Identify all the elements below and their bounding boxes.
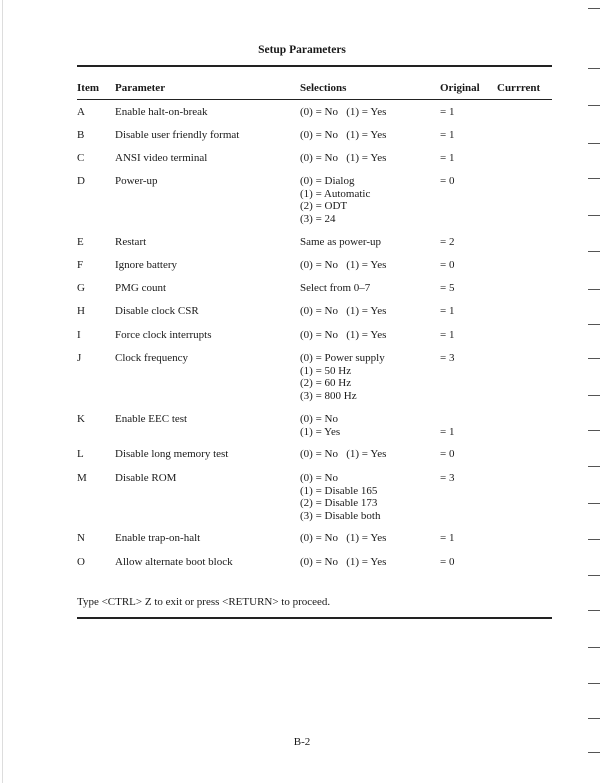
row-original: = 0 xyxy=(440,175,455,187)
margin-tick xyxy=(588,324,600,325)
margin-tick xyxy=(588,539,600,540)
row-original: = 3 xyxy=(440,472,455,484)
row-selection: (0) = No (1) = Yes xyxy=(300,152,387,164)
margin-tick xyxy=(588,647,600,648)
margin-tick xyxy=(588,8,600,9)
margin-tick xyxy=(588,466,600,467)
margin-tick xyxy=(588,610,600,611)
row-parameter: Clock frequency xyxy=(115,352,188,364)
header-selections: Selections xyxy=(300,82,347,94)
row-item: J xyxy=(77,352,82,364)
row-selection: (0) = Power supply xyxy=(300,352,385,364)
row-parameter: Ignore battery xyxy=(115,259,177,271)
row-item: C xyxy=(77,152,85,164)
row-original: = 5 xyxy=(440,282,455,294)
row-item: O xyxy=(77,556,85,568)
row-original: = 0 xyxy=(440,448,455,460)
header-current: Currrent xyxy=(497,82,541,94)
row-parameter: Disable long memory test xyxy=(115,448,229,460)
row-item: H xyxy=(77,305,85,317)
margin-tick xyxy=(588,143,600,144)
row-selection: (2) = ODT xyxy=(300,200,348,212)
row-parameter: PMG count xyxy=(115,282,167,294)
row-parameter: Enable trap-on-halt xyxy=(115,532,201,544)
top-rule xyxy=(77,65,552,67)
row-selection: (0) = No xyxy=(300,413,338,425)
row-original: = 1 xyxy=(440,532,455,544)
row-selection: (3) = 24 xyxy=(300,212,336,225)
row-item: K xyxy=(77,413,85,425)
row-parameter: Force clock interrupts xyxy=(115,329,212,341)
row-original: = 0 xyxy=(440,259,455,271)
margin-tick xyxy=(588,752,600,753)
row-selection: (1) = 50 Hz xyxy=(300,364,352,377)
bottom-rule xyxy=(77,617,552,619)
row-parameter: ANSI video terminal xyxy=(115,152,208,164)
row-item: E xyxy=(77,236,84,248)
row-selection: (0) = Dialog xyxy=(300,175,355,187)
row-selection: (0) = No (1) = Yes xyxy=(300,532,387,544)
row-original: = 1 xyxy=(440,305,455,317)
row-selection: (3) = Disable both xyxy=(300,509,381,522)
row-selection: (0) = No (1) = Yes xyxy=(300,305,387,317)
row-parameter: Power-up xyxy=(115,175,158,187)
row-selection: Select from 0–7 xyxy=(300,282,371,294)
margin-tick xyxy=(588,395,600,396)
row-original: = 1 xyxy=(440,106,455,118)
margin-tick xyxy=(588,718,600,719)
row-selection: (3) = 800 Hz xyxy=(300,389,357,402)
header-rule xyxy=(77,99,552,100)
row-item: B xyxy=(77,129,85,141)
row-item: I xyxy=(77,329,81,341)
row-original: = 1 xyxy=(440,152,455,164)
row-selection: (1) = Yes xyxy=(300,425,341,438)
row-original: = 0 xyxy=(440,556,455,568)
row-parameter: Disable user friendly format xyxy=(115,129,240,141)
margin-tick xyxy=(588,215,600,216)
margin-tick xyxy=(588,358,600,359)
margin-tick xyxy=(588,503,600,504)
row-parameter: Enable EEC test xyxy=(115,413,188,425)
row-original: = 1 xyxy=(440,425,455,438)
margin-tick xyxy=(588,683,600,684)
row-item: A xyxy=(77,106,85,118)
margin-tick xyxy=(588,251,600,252)
row-parameter: Restart xyxy=(115,236,147,248)
row-selection: (0) = No (1) = Yes xyxy=(300,106,387,118)
margin-tick xyxy=(588,105,600,106)
row-selection: Same as power-up xyxy=(300,236,382,248)
row-selection: (0) = No (1) = Yes xyxy=(300,259,387,271)
row-item: L xyxy=(77,448,84,460)
row-selection: (0) = No (1) = Yes xyxy=(300,556,387,568)
row-selection: (0) = No (1) = Yes xyxy=(300,329,387,341)
row-item: G xyxy=(77,282,85,294)
row-item: F xyxy=(77,259,84,271)
page-number: B-2 xyxy=(293,736,311,748)
row-original: = 1 xyxy=(440,329,455,341)
row-selection: (2) = 60 Hz xyxy=(300,377,352,389)
row-selection: (0) = No xyxy=(300,472,338,484)
row-selection: (1) = Automatic xyxy=(300,187,371,200)
row-original: = 3 xyxy=(440,352,455,364)
footer-instruction: Type <CTRL> Z to exit or press <RETURN> to proceed. xyxy=(77,596,331,608)
row-parameter: Disable clock CSR xyxy=(115,305,199,317)
row-item: N xyxy=(77,532,85,544)
margin-tick xyxy=(588,430,600,431)
row-original: = 2 xyxy=(440,236,455,248)
row-item: M xyxy=(77,472,87,484)
row-parameter: Disable ROM xyxy=(115,472,177,484)
margin-tick xyxy=(588,575,600,576)
scan-edge xyxy=(2,0,3,783)
header-item: Item xyxy=(77,82,99,94)
row-selection: (1) = Disable 165 xyxy=(300,484,378,497)
header-parameter: Parameter xyxy=(115,82,166,94)
margin-tick xyxy=(588,68,600,69)
margin-tick xyxy=(588,289,600,290)
row-original: = 1 xyxy=(440,129,455,141)
page-title: Setup Parameters xyxy=(258,44,346,56)
row-selection: (2) = Disable 173 xyxy=(300,497,378,509)
header-original: Original xyxy=(440,82,480,94)
row-parameter: Allow alternate boot block xyxy=(115,556,233,568)
row-parameter: Enable halt-on-break xyxy=(115,106,208,118)
margin-tick xyxy=(588,178,600,179)
row-selection: (0) = No (1) = Yes xyxy=(300,129,387,141)
row-selection: (0) = No (1) = Yes xyxy=(300,448,387,460)
row-item: D xyxy=(77,175,85,187)
